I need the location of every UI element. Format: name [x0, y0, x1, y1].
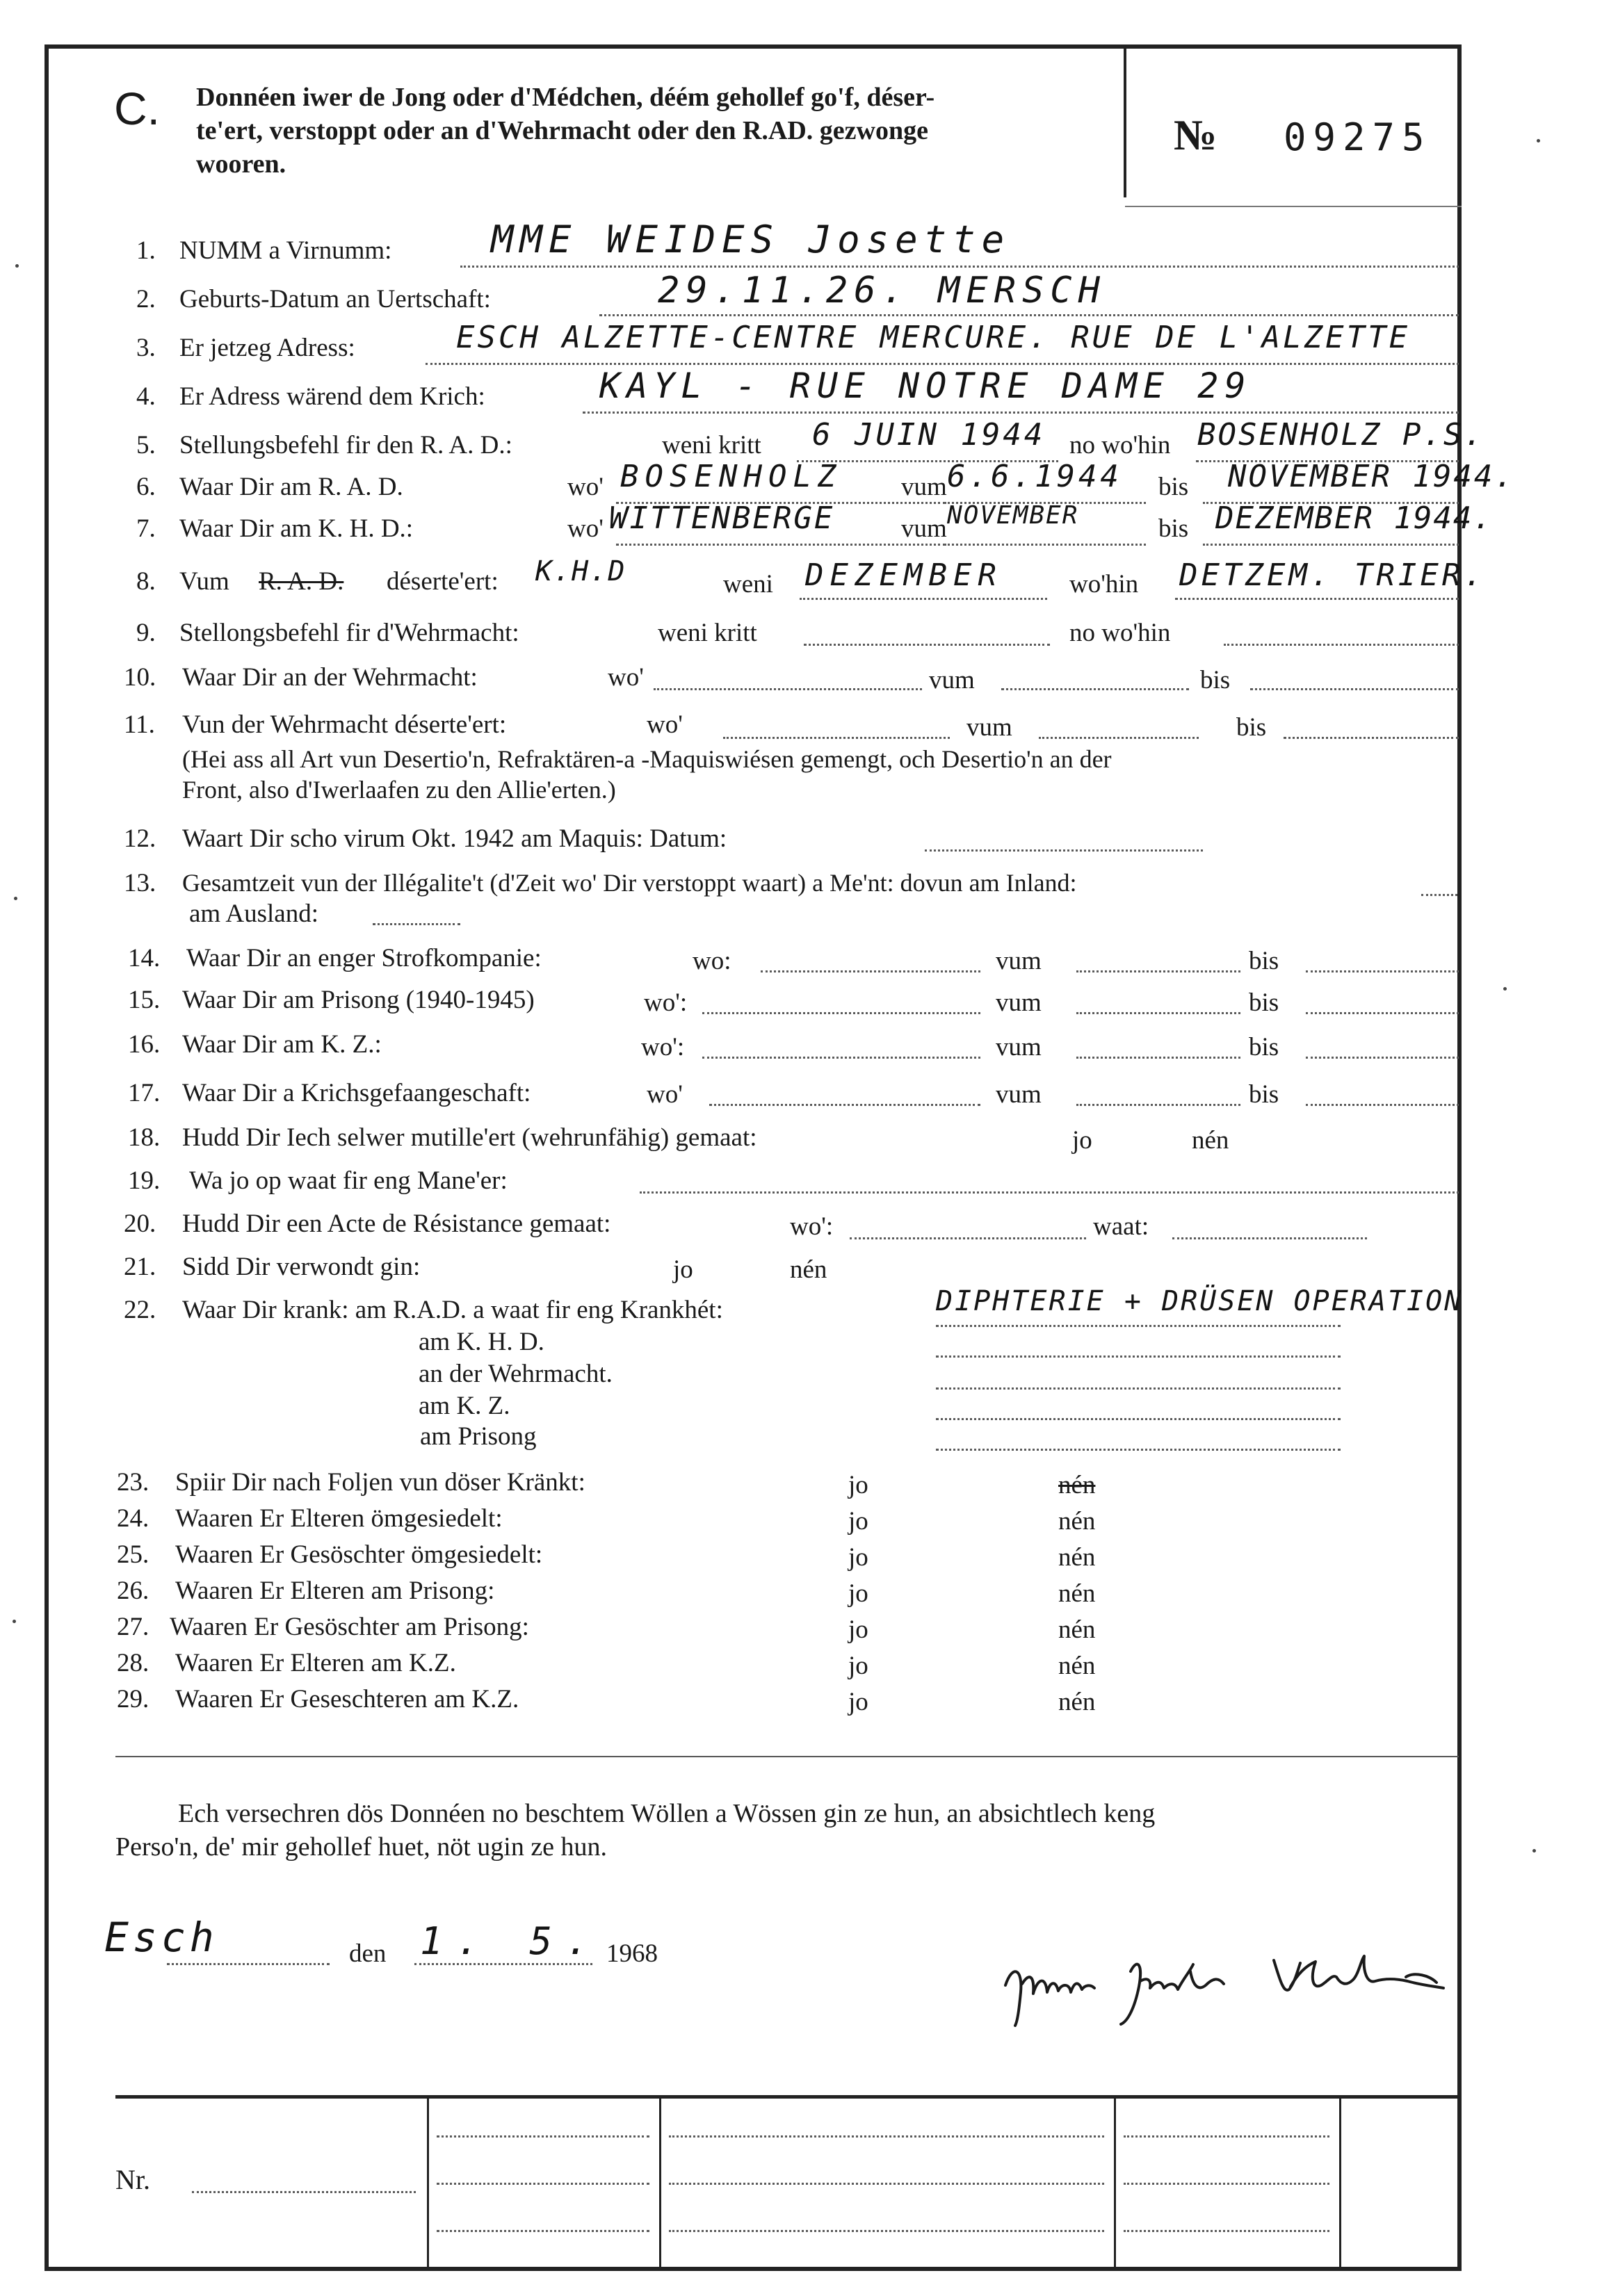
row-3-num: 3. — [136, 334, 156, 362]
row-28-nen[interactable]: nén — [1058, 1652, 1096, 1680]
row-6-value2[interactable]: 6.6.1944 — [947, 459, 1122, 494]
row-23-num: 23. — [117, 1468, 149, 1497]
row-10-line-b — [1001, 688, 1189, 690]
footer-top-rule — [115, 2095, 1459, 2099]
row-5-wohin: no wo'hin — [1069, 431, 1171, 459]
row-7-line-c — [1203, 544, 1459, 546]
footer-cell-1-line-2 — [437, 2183, 649, 2185]
row-28-jo[interactable]: jo — [848, 1652, 868, 1680]
declaration-line-1: Ech versechren dös Donnéen no beschtem Wöllen a Wössen gin ze hun, an absichtlech keng — [178, 1799, 1156, 1828]
row-11-vum: vum — [966, 713, 1012, 742]
row-23-jo[interactable]: jo — [848, 1471, 868, 1499]
row-11-note-2: Front, also d'Iwerlaafen zu den Allie'erten.) — [182, 776, 616, 804]
row-25-jo[interactable]: jo — [848, 1543, 868, 1572]
row-23-label: Spiir Dir nach Foljen vun döser Kränkt: — [175, 1468, 585, 1497]
scan-speck — [13, 1620, 16, 1623]
date-place[interactable]: Esch — [104, 1914, 218, 1961]
row-5-value2[interactable]: BOSENHOLZ P.S. — [1197, 417, 1484, 453]
footer-cell-3-line-1 — [1124, 2135, 1329, 2138]
row-15-bis: bis — [1249, 988, 1279, 1017]
row-19-line — [640, 1191, 1459, 1194]
row-19-num: 19. — [128, 1166, 161, 1195]
row-17-line-a — [709, 1104, 980, 1106]
row-28-label: Waaren Er Elteren am K.Z. — [175, 1649, 456, 1677]
row-6-label: Waar Dir am R. A. D. — [179, 473, 403, 501]
row-24-jo[interactable]: jo — [848, 1507, 868, 1536]
row-10-num: 10. — [124, 663, 156, 692]
row-6-value3[interactable]: NOVEMBER 1944. — [1228, 459, 1515, 494]
row-20-num: 20. — [124, 1210, 156, 1238]
row-8-value[interactable]: K.H.D — [535, 555, 626, 587]
number-symbol: № — [1174, 112, 1217, 159]
header-divider — [1124, 49, 1126, 197]
row-6-wo: wo' — [567, 473, 604, 501]
row-7-value3[interactable]: DEZEMBER 1944. — [1215, 500, 1493, 536]
footer-cell-1-line-3 — [437, 2230, 649, 2232]
date-day-month[interactable]: 1. 5. — [420, 1919, 603, 1963]
row-13-num: 13. — [124, 869, 156, 897]
row-29-label: Waaren Er Geseschteren am K.Z. — [175, 1685, 519, 1713]
row-20-waat: waat: — [1093, 1212, 1149, 1241]
row-8-value2[interactable]: DEZEMBER — [805, 557, 1003, 593]
row-12-label: Waart Dir scho virum Okt. 1942 am Maquis: Datum: — [182, 824, 727, 853]
row-22-sub-1: am K. H. D. — [419, 1328, 544, 1356]
row-11-bis: bis — [1236, 713, 1267, 742]
row-15-vum: vum — [996, 988, 1042, 1017]
row-4-value[interactable]: KAYL - RUE NOTRE DAME 29 — [599, 366, 1252, 406]
footer-cell-2-line-1 — [669, 2135, 1104, 2138]
row-13-line-b — [373, 923, 460, 925]
row-10-label: Waar Dir an der Wehrmacht: — [182, 663, 478, 692]
row-9-line-b — [1224, 644, 1459, 646]
signature — [992, 1944, 1492, 2027]
row-1-value[interactable]: MME WEIDES Josette — [491, 218, 1011, 261]
date-place-line — [167, 1963, 330, 1965]
row-17-label: Waar Dir a Krichsgefaangeschaft: — [182, 1079, 531, 1107]
signature-drawing — [992, 1944, 1492, 2027]
row-8-label-pre: Vum — [179, 567, 229, 596]
row-6-value[interactable]: BOSENHOLZ — [620, 459, 843, 494]
footer-cell-3-line-2 — [1124, 2183, 1329, 2185]
scan-speck — [14, 897, 17, 900]
footer-cell-2-line-3 — [669, 2230, 1104, 2232]
row-12-num: 12. — [124, 824, 156, 853]
footer-col-1 — [427, 2096, 429, 2269]
row-8-wohin: wo'hin — [1069, 570, 1139, 599]
footer-cell-1-line-1 — [437, 2135, 649, 2138]
row-18-label: Hudd Dir Iech selwer mutille'ert (wehrunfähig) gemaat: — [182, 1123, 757, 1152]
row-2-label: Geburts-Datum an Uertschaft: — [179, 285, 491, 314]
row-21-jo[interactable]: jo — [673, 1255, 693, 1284]
row-2-value[interactable]: 29.11.26. MERSCH — [658, 270, 1106, 311]
row-25-num: 25. — [117, 1540, 149, 1569]
row-29-jo[interactable]: jo — [848, 1688, 868, 1716]
row-7-line-a — [616, 544, 946, 546]
row-11-line-c — [1284, 737, 1459, 739]
row-7-value[interactable]: WITTENBERGE — [609, 500, 835, 536]
row-17-wo: wo' — [647, 1080, 683, 1109]
header-title-line-3: wooren. — [196, 149, 286, 179]
row-16-bis: bis — [1249, 1033, 1279, 1061]
row-15-line-b — [1076, 1012, 1240, 1014]
scan-speck — [15, 264, 19, 268]
row-16-line-a — [702, 1057, 980, 1059]
footer-cell-2-line-2 — [669, 2183, 1104, 2185]
row-29-nen[interactable]: nén — [1058, 1688, 1096, 1716]
row-7-bis: bis — [1158, 514, 1189, 543]
row-20-label: Hudd Dir een Acte de Résistance gemaat: — [182, 1210, 611, 1238]
footer-col-3 — [1114, 2096, 1116, 2269]
row-17-line-c — [1306, 1104, 1459, 1106]
row-24-num: 24. — [117, 1504, 149, 1533]
row-27-label: Waaren Er Gesöschter am Prisong: — [170, 1613, 529, 1641]
row-14-line-c — [1306, 970, 1459, 972]
row-9-num: 9. — [136, 619, 156, 647]
date-day-line — [414, 1963, 592, 1965]
row-13-label: Gesamtzeit vun der Illégalite't (d'Zeit wo' Dir verstoppt waart) a Me'nt: dovun am Inland: — [182, 869, 1077, 897]
row-1-num: 1. — [136, 236, 156, 265]
row-5-num: 5. — [136, 431, 156, 459]
row-16-line-c — [1306, 1057, 1459, 1059]
scan-speck — [1532, 1849, 1536, 1853]
row-20-wo: wo': — [790, 1212, 834, 1241]
row-22-line-c — [936, 1387, 1341, 1390]
row-26-num: 26. — [117, 1577, 149, 1605]
row-28-num: 28. — [117, 1649, 149, 1677]
section-letter: C. — [114, 83, 160, 134]
row-22-num: 22. — [124, 1296, 156, 1324]
header-rule — [1125, 206, 1462, 207]
row-17-line-b — [1076, 1104, 1240, 1106]
row-22-line-e — [936, 1449, 1341, 1451]
row-20-line-a — [850, 1237, 1086, 1239]
date-den: den — [349, 1939, 387, 1968]
row-5-weni: weni kritt — [662, 431, 761, 459]
row-10-line-c — [1250, 688, 1459, 690]
row-25-label: Waaren Er Gesöschter ömgesiedelt: — [175, 1540, 543, 1569]
row-8-weni: weni — [723, 570, 773, 599]
row-26-label: Waaren Er Elteren am Prisong: — [175, 1577, 495, 1605]
row-2-num: 2. — [136, 285, 156, 314]
row-26-nen[interactable]: nén — [1058, 1579, 1096, 1608]
row-14-wo: wo: — [693, 947, 731, 975]
row-2-line — [599, 314, 1459, 316]
row-10-line-a — [654, 688, 922, 690]
row-7-value2[interactable]: NOVEMBER — [947, 501, 1079, 530]
row-18-num: 18. — [128, 1123, 161, 1152]
row-8-line-a — [800, 598, 1047, 600]
row-11-note-1: (Hei ass all Art vun Desertio'n, Refraktären-a -Maquiswiésen gemengt, och Desertio'n an der — [182, 745, 1112, 773]
row-8-label-post: déserte'ert: — [387, 567, 499, 596]
row-22-value[interactable]: DIPHTERIE + DRÜSEN OPERATION — [936, 1285, 1464, 1317]
form-number: 09275 — [1284, 115, 1432, 159]
row-6-num: 6. — [136, 473, 156, 501]
row-3-line — [426, 363, 1459, 365]
row-18-jo[interactable]: jo — [1072, 1126, 1092, 1155]
row-4-label: Er Adress wärend dem Krich: — [179, 382, 485, 411]
row-22-sub-3: am K. Z. — [419, 1392, 510, 1420]
row-22-label: Waar Dir krank: am R.A.D. a waat fir eng Krankhét: — [182, 1296, 723, 1324]
row-17-num: 17. — [128, 1079, 161, 1107]
row-21-num: 21. — [124, 1253, 156, 1281]
row-10-vum: vum — [929, 666, 975, 694]
row-18-nen[interactable]: nén — [1192, 1126, 1229, 1155]
row-22-line-b — [936, 1355, 1341, 1358]
row-21-nen[interactable]: nén — [790, 1255, 827, 1284]
row-7-num: 7. — [136, 514, 156, 543]
row-21-label: Sidd Dir verwondt gin: — [182, 1253, 421, 1281]
row-4-line — [583, 412, 1459, 414]
row-6-vum: vum — [901, 473, 947, 501]
row-22-sub-4: am Prisong — [420, 1422, 537, 1451]
row-27-nen[interactable]: nén — [1058, 1615, 1096, 1644]
row-14-num: 14. — [128, 944, 161, 972]
row-14-label: Waar Dir an enger Strofkompanie: — [186, 944, 542, 972]
row-3-value[interactable]: ESCH ALZETTE-CENTRE MERCURE. RUE DE L'ALZETTE — [456, 320, 1411, 355]
footer-cell-3-line-3 — [1124, 2230, 1329, 2232]
row-15-label: Waar Dir am Prisong (1940-1945) — [182, 986, 535, 1014]
row-8-num: 8. — [136, 567, 156, 596]
row-15-line-c — [1306, 1012, 1459, 1014]
row-11-label: Vun der Wehrmacht déserte'ert: — [182, 710, 507, 739]
row-16-wo: wo': — [641, 1033, 685, 1061]
row-13-label-2: am Ausland: — [189, 899, 319, 928]
row-14-line-a — [761, 970, 980, 972]
row-8-line-b — [1175, 598, 1459, 600]
row-17-vum: vum — [996, 1080, 1042, 1109]
row-1-label: NUMM a Virnumm: — [179, 236, 392, 265]
row-19-label: Wa jo op waat fir eng Mane'er: — [189, 1166, 508, 1195]
declaration-line-2: Perso'n, de' mir gehollef huet, nöt ugin ze hun. — [115, 1832, 608, 1862]
date-year: 1968 — [606, 1939, 658, 1968]
row-15-wo: wo': — [644, 988, 688, 1017]
row-11-num: 11. — [124, 710, 155, 739]
row-7-vum: vum — [901, 514, 947, 543]
row-16-vum: vum — [996, 1033, 1042, 1061]
row-11-line-b — [1039, 737, 1199, 739]
row-26-jo[interactable]: jo — [848, 1579, 868, 1608]
row-25-nen[interactable]: nén — [1058, 1543, 1096, 1572]
row-27-num: 27. — [117, 1613, 149, 1641]
declaration-separator — [115, 1756, 1459, 1757]
row-11-line-a — [723, 737, 950, 739]
scan-speck — [1537, 139, 1540, 143]
row-14-bis: bis — [1249, 947, 1279, 975]
row-16-label: Waar Dir am K. Z.: — [182, 1030, 382, 1059]
row-5-value[interactable]: 6 JUIN 1944 — [812, 417, 1046, 453]
header-title-line-1: Donnéen iwer de Jong oder d'Médchen, déém gehollef go'f, déser- — [196, 83, 935, 112]
row-29-num: 29. — [117, 1685, 149, 1713]
footer-col-4 — [1339, 2096, 1341, 2269]
row-6-bis: bis — [1158, 473, 1189, 501]
footer-nr-label: Nr. — [115, 2164, 150, 2195]
row-9-weni: weni kritt — [658, 619, 757, 647]
row-24-label: Waaren Er Elteren ömgesiedelt: — [175, 1504, 503, 1533]
footer-col-2 — [659, 2096, 661, 2269]
row-27-jo[interactable]: jo — [848, 1615, 868, 1644]
row-16-num: 16. — [128, 1030, 161, 1059]
row-12-line — [925, 849, 1203, 852]
row-8-struck-rad: R. A. D. — [259, 567, 344, 596]
header-title-line-2: te'ert, verstoppt oder an d'Wehrmacht oder den R.AD. gezwonge — [196, 116, 928, 145]
row-3-label: Er jetzeg Adress: — [179, 334, 355, 362]
row-22-line-d — [936, 1418, 1341, 1420]
row-7-wo: wo' — [567, 514, 604, 543]
row-13-line-a — [1421, 894, 1457, 896]
row-10-wo: wo' — [608, 663, 644, 692]
row-16-line-b — [1076, 1057, 1240, 1059]
row-17-bis: bis — [1249, 1080, 1279, 1109]
row-9-line-a — [804, 644, 1050, 646]
row-22-line-a — [936, 1325, 1341, 1327]
row-1-line — [460, 266, 1459, 268]
row-20-line-b — [1172, 1237, 1367, 1239]
row-23-nen[interactable]: nén — [1058, 1471, 1096, 1499]
row-11-wo: wo' — [647, 710, 683, 739]
row-8-value3[interactable]: DETZEM. TRIER. — [1179, 557, 1486, 593]
row-15-num: 15. — [128, 986, 161, 1014]
row-14-vum: vum — [996, 947, 1042, 975]
row-14-line-b — [1076, 970, 1240, 972]
row-9-wohin: no wo'hin — [1069, 619, 1171, 647]
row-4-num: 4. — [136, 382, 156, 411]
row-7-label: Waar Dir am K. H. D.: — [179, 514, 414, 543]
scan-speck — [1503, 987, 1507, 991]
row-22-sub-2: an der Wehrmacht. — [419, 1360, 613, 1388]
row-5-label: Stellungsbefehl fir den R. A. D.: — [179, 431, 512, 459]
row-24-nen[interactable]: nén — [1058, 1507, 1096, 1536]
footer-nr-line — [192, 2191, 416, 2193]
row-9-label: Stellongsbefehl fir d'Wehrmacht: — [179, 619, 519, 647]
row-7-line-b — [944, 544, 1146, 546]
row-15-line-a — [702, 1012, 980, 1014]
row-10-bis: bis — [1200, 666, 1231, 694]
